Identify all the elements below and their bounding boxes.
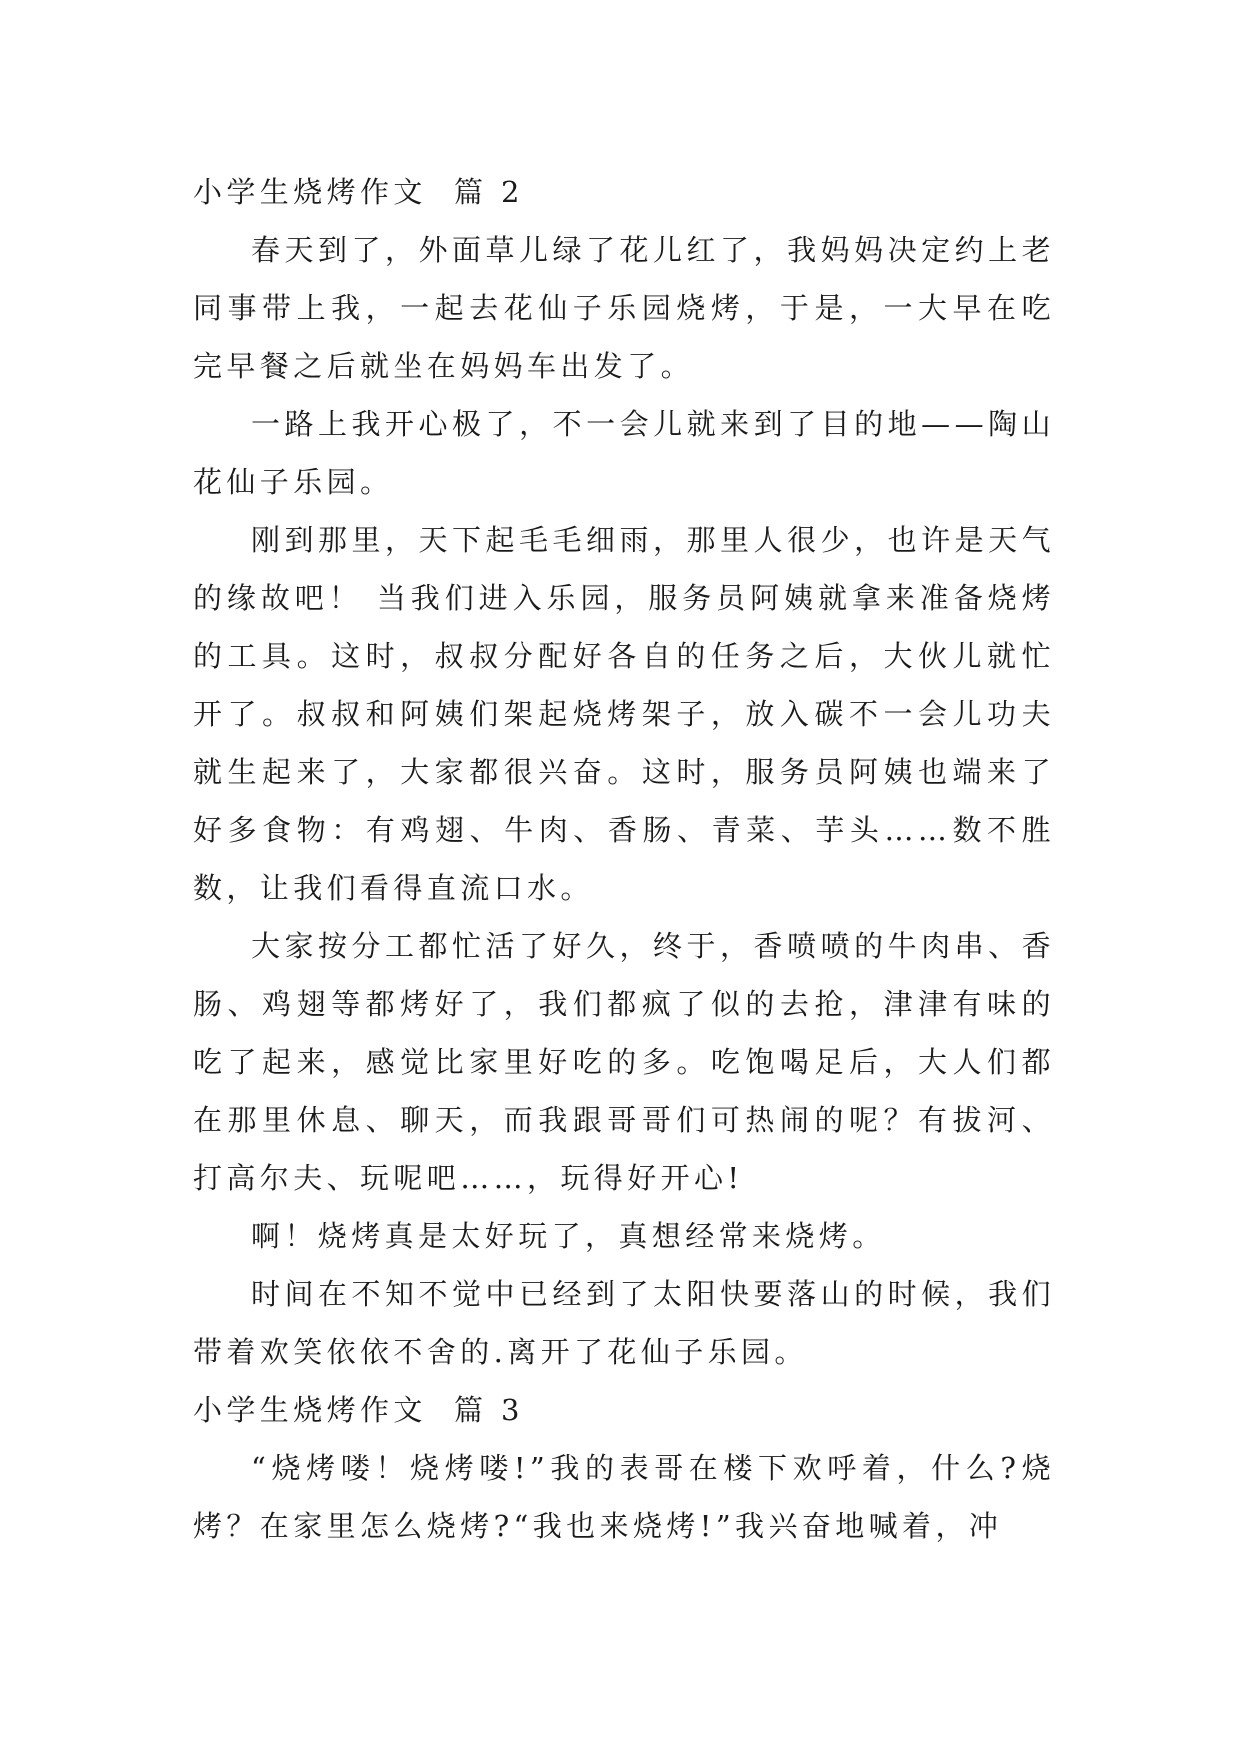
paragraph: 春天到了，外面草儿绿了花儿红了，我妈妈决定约上老同事带上我，一起去花仙子乐园烧烤，于是，一大早在吃完早餐之后就坐在妈妈车出发了。 xyxy=(193,233,1055,383)
document-page xyxy=(193,163,1055,1555)
paragraph: 时间在不知不觉中已经到了太阳快要落山的时候，我们带着欢笑依依不舍的.离开了花仙子乐园。 xyxy=(193,1277,1055,1369)
paragraph: 啊！烧烤真是太好玩了，真想经常来烧烤。 xyxy=(251,1219,886,1253)
section-heading-2: 小学生烧烤作文 篇 2 xyxy=(193,175,524,209)
paragraph: 大家按分工都忙活了好久，终于，香喷喷的牛肉串、香肠、鸡翅等都烤好了，我们都疯了似的去抢，津津有味的吃了起来，感觉比家里好吃的多。吃饱喝足后，大人们都在那里休息、聊天，而我跟哥哥们可热闹的呢？有拔河、打高尔夫、玩呢吧……，玩得好开心! xyxy=(193,929,1055,1195)
paragraph: “烧烤喽！烧烤喽!”我的表哥在楼下欢呼着，什么?烧烤？在家里怎么烧烤?“我也来烧烤!”我兴奋地喊着，冲 xyxy=(193,1451,1055,1543)
paragraph: 刚到那里，天下起毛毛细雨，那里人很少，也许是天气的缘故吧！ 当我们进入乐园，服务员阿姨就拿来准备烧烤的工具。这时，叔叔分配好各自的任务之后，大伙儿就忙开了。叔叔和阿姨们架起烧烤架子，放入碳不一会儿功夫就生起来了，大家都很兴奋。这时，服务员阿姨也端来了好多食物：有鸡翅、牛肉、香肠、青菜、芋头……数不胜数，让我们看得直流口水。 xyxy=(193,523,1055,905)
section-heading-3: 小学生烧烤作文 篇 3 xyxy=(193,1393,524,1427)
paragraph: 一路上我开心极了，不一会儿就来到了目的地——陶山花仙子乐园。 xyxy=(193,407,1055,499)
